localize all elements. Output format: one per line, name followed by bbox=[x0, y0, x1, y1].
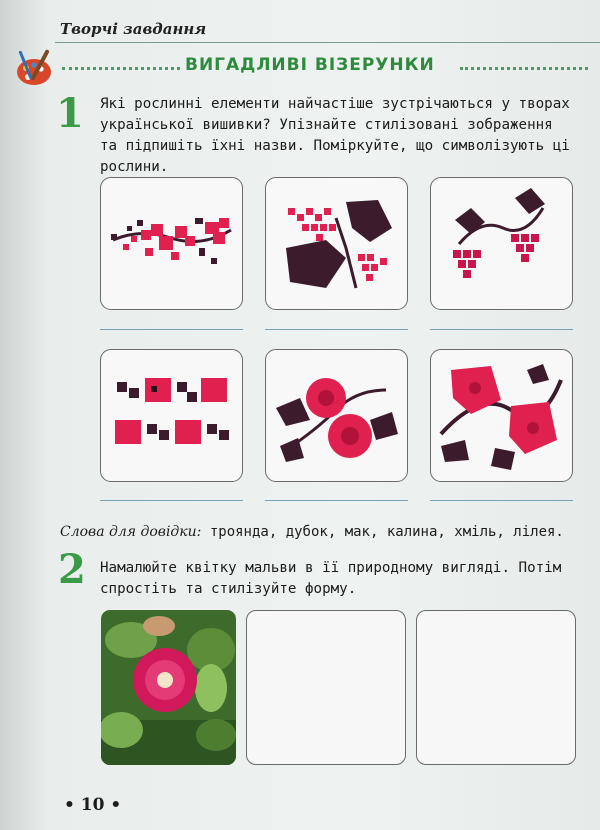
task-text-line: Які рослинні елементи найчастіше зустрічаються у творах bbox=[100, 96, 570, 112]
answer-line[interactable] bbox=[100, 329, 243, 330]
task-text-line: української вишивки? Упізнайте стилізовані зображення bbox=[100, 117, 553, 133]
embroidery-pattern bbox=[431, 350, 573, 482]
reference-label: Слова для довідки: bbox=[60, 524, 202, 540]
drawing-box-natural[interactable] bbox=[246, 610, 406, 765]
answer-line[interactable] bbox=[265, 500, 408, 501]
title-dots-right bbox=[460, 67, 588, 70]
page-number: • 10 • bbox=[64, 795, 122, 815]
embroidery-card bbox=[430, 349, 573, 482]
embroidery-pattern bbox=[431, 178, 573, 310]
embroidery-card bbox=[100, 177, 243, 310]
embroidery-card bbox=[430, 177, 573, 310]
answer-line[interactable] bbox=[265, 329, 408, 330]
section-header-label: Творчі завдання bbox=[60, 20, 207, 38]
title-dots-left bbox=[62, 67, 180, 70]
task-text-line: Намалюйте квітку мальви в її природному вигляді. Потім bbox=[100, 560, 562, 576]
section-title: ВИГАДЛИВІ ВІЗЕРУНКИ bbox=[185, 55, 435, 75]
embroidery-pattern bbox=[266, 350, 408, 482]
header-rule bbox=[55, 42, 600, 43]
task-number: 1 bbox=[56, 90, 84, 137]
task-text bbox=[100, 94, 570, 178]
answer-line[interactable] bbox=[430, 329, 573, 330]
embroidery-card bbox=[265, 177, 408, 310]
answer-line[interactable] bbox=[430, 500, 573, 501]
task-text-line: рослини. bbox=[100, 159, 169, 175]
task-text-line: та підпишіть їхні назви. Поміркуйте, що символізують ці bbox=[100, 138, 570, 154]
mallow-flower-photo bbox=[101, 610, 236, 765]
embroidery-pattern bbox=[101, 350, 243, 482]
task-text-line: спростіть та стилізуйте форму. bbox=[100, 581, 357, 597]
embroidery-card bbox=[100, 349, 243, 482]
task-text bbox=[100, 558, 561, 600]
task-number: 2 bbox=[58, 546, 86, 593]
embroidery-pattern bbox=[266, 178, 408, 310]
reference-list: троянда, дубок, мак, калина, хміль, лілея. bbox=[209, 524, 564, 540]
drawing-box-stylized[interactable] bbox=[416, 610, 576, 765]
palette-brush-icon bbox=[14, 46, 58, 90]
embroidery-pattern bbox=[101, 178, 243, 310]
embroidery-card bbox=[265, 349, 408, 482]
answer-line[interactable] bbox=[100, 500, 243, 501]
reference-words bbox=[60, 524, 564, 540]
